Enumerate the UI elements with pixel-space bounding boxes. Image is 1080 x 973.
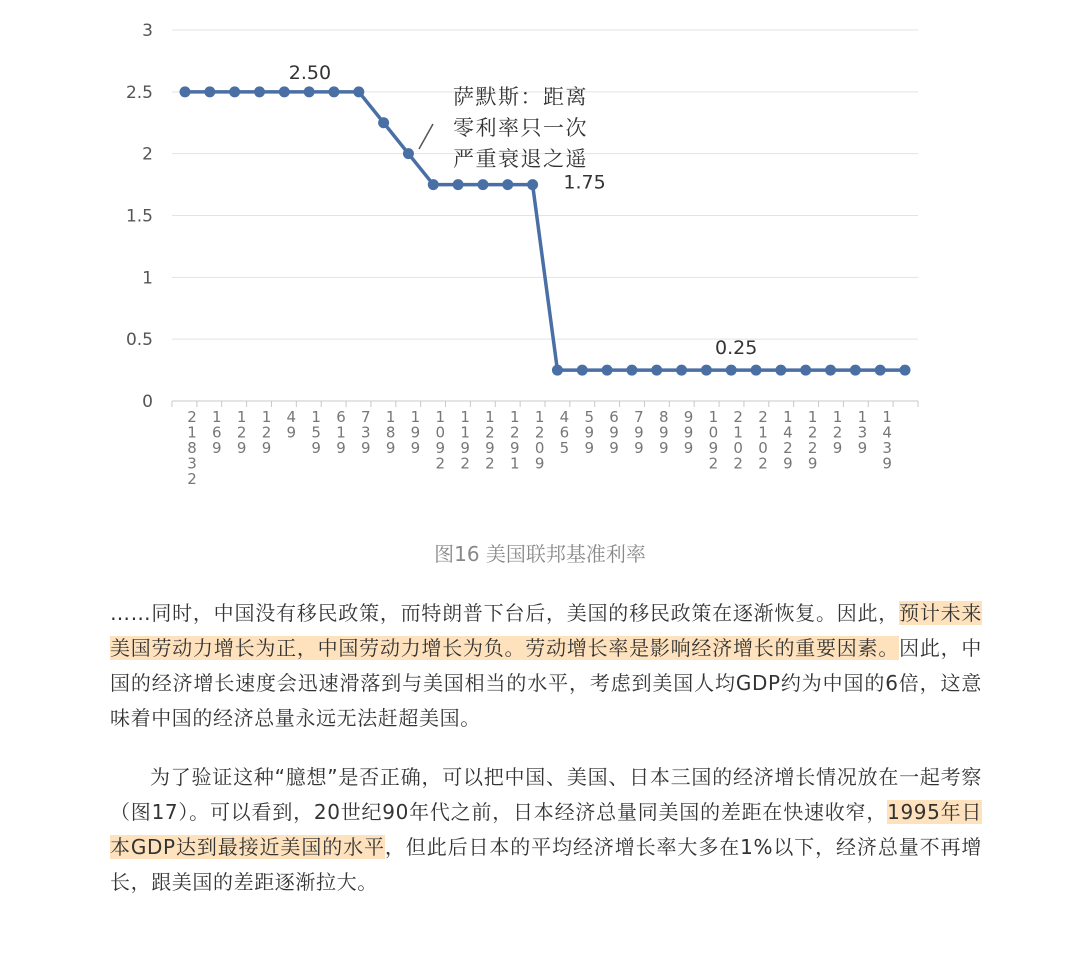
annotation-line: 零利率只一次: [453, 116, 588, 140]
y-axis: [126, 21, 153, 412]
figure-caption: 图16 美国联邦基准利率: [434, 542, 646, 566]
x-tick-label: 1 2 9: [832, 408, 843, 457]
x-tick-label: 8 9 9: [658, 408, 669, 457]
x-tick-label: 7 3 9: [361, 408, 371, 457]
data-point: [701, 365, 712, 376]
x-tick-label: 1 1 9 2: [460, 408, 470, 473]
data-point: [378, 117, 389, 128]
article-body: [110, 596, 982, 900]
data-point: [626, 365, 637, 376]
x-tick-label: 1 0 9 2: [435, 408, 446, 473]
data-point: [800, 365, 811, 376]
y-tick-label-2.5: 2.5: [125, 82, 153, 103]
x-tick-label: 1 8 9: [385, 408, 396, 457]
paragraph-1-text-a: ……同时，中国没有移民政策，而特朗普下台后，美国的移民政策在逐渐恢复。因此，: [110, 601, 900, 625]
x-tick-label: 1 2 9 2: [485, 408, 495, 473]
x-tick-label: 1 5 9: [311, 408, 321, 457]
data-point: [229, 86, 240, 97]
data-point: [453, 179, 464, 190]
y-tick-label-2: 2: [142, 144, 153, 165]
x-tick-label: 5 9 9: [584, 408, 595, 457]
data-point: [875, 365, 886, 376]
data-point: [552, 365, 563, 376]
x-tick-label: 1 9 9: [410, 408, 421, 457]
data-label-0.25: 0.25: [715, 337, 758, 360]
x-tick-label: 1 4 2 9: [783, 408, 793, 473]
x-tick-label: 1 0 9 2: [708, 408, 719, 473]
x-tick-label: 1 3 9: [857, 408, 868, 457]
data-point: [825, 365, 836, 376]
data-point: [726, 365, 737, 376]
data-point: [676, 365, 687, 376]
data-point: [651, 365, 662, 376]
paragraph-2-text-b: ，但此后日本的平均经济增长率大多在1%以下，经济总量不再增长，跟美国的差距逐渐拉大。: [110, 835, 982, 894]
data-point: [577, 365, 588, 376]
summers-annotation: [419, 85, 588, 171]
data-point: [204, 86, 215, 97]
data-point: [751, 365, 762, 376]
data-point: [527, 179, 538, 190]
annotation-line: 严重衰退之遥: [453, 147, 588, 171]
data-point: [602, 365, 613, 376]
y-tick-label-0: 0: [142, 392, 153, 412]
x-tick-label: 7 9 9: [634, 408, 644, 457]
x-axis: [187, 408, 892, 488]
x-tick-label: 1 2 2 9: [807, 408, 818, 473]
y-tick-label-1.5: 1.5: [125, 206, 153, 227]
paragraph-2: [110, 760, 982, 900]
x-tick-label: 4 6 5: [559, 408, 570, 457]
x-tick-label: 2 1 8 3 2: [187, 408, 197, 488]
paragraph-2-text-a: 为了验证这种“臆想”是否正确，可以把中国、美国、日本三国的经济增长情况放在一起考察（图17）。可以看到，20世纪90年代之前，日本经济总量同美国的差距在快速收窄，: [110, 765, 982, 824]
x-tick-label: 6 1 9: [336, 408, 346, 457]
paragraph-1: [110, 596, 982, 736]
data-point: [353, 86, 364, 97]
data-label-1.75: 1.75: [563, 171, 606, 194]
paragraph-2-highlight: 1995年日本GDP达到最接近美国的水平: [110, 800, 982, 859]
y-tick-label-0.5: 0.5: [125, 330, 153, 351]
data-point: [775, 365, 786, 376]
x-tick-label: 1 4 3 9: [882, 408, 892, 473]
x-tick-label: 1 2 9: [261, 408, 272, 457]
x-tick-label: 6 9 9: [609, 408, 619, 457]
data-point: [328, 86, 339, 97]
data-point: [502, 179, 513, 190]
x-tick-label: 2 1 0 2: [758, 408, 768, 473]
data-point: [304, 86, 315, 97]
annotation-line: 萨默斯：距离: [453, 85, 588, 109]
annotation-leader: [419, 124, 433, 149]
x-tick-label: 4 9: [286, 408, 297, 442]
data-point: [180, 86, 191, 97]
x-tick-label: 1 2 9 1: [509, 408, 520, 473]
data-point: [850, 365, 861, 376]
paragraph-1-highlight: 预计未来美国劳动力增长为正，中国劳动力增长为负。劳动增长率是影响经济增长的重要因素。: [110, 601, 982, 660]
data-label-2.50: 2.50: [288, 61, 332, 84]
x-tick-label: 1 2 0 9: [534, 408, 545, 473]
y-tick-label-3: 3: [142, 21, 153, 41]
x-tick-label: 2 1 0 2: [733, 408, 743, 473]
data-point: [254, 86, 265, 97]
paragraph-1-text-b: 因此，中国的经济增长速度会迅速滑落到与美国相当的水平，考虑到美国人均GDP约为中国的6倍，这意味着中国的经济总量永远无法赶超美国。: [110, 636, 982, 730]
data-point: [900, 365, 911, 376]
x-tick-label: 9 9 9: [683, 408, 694, 457]
data-point: [403, 148, 414, 159]
data-point: [279, 86, 290, 97]
x-tick-label: 1 2 9: [236, 408, 247, 457]
data-point: [428, 179, 439, 190]
data-point: [477, 179, 488, 190]
x-tick-label: 1 6 9: [212, 408, 222, 457]
y-tick-label-1: 1: [142, 268, 153, 289]
